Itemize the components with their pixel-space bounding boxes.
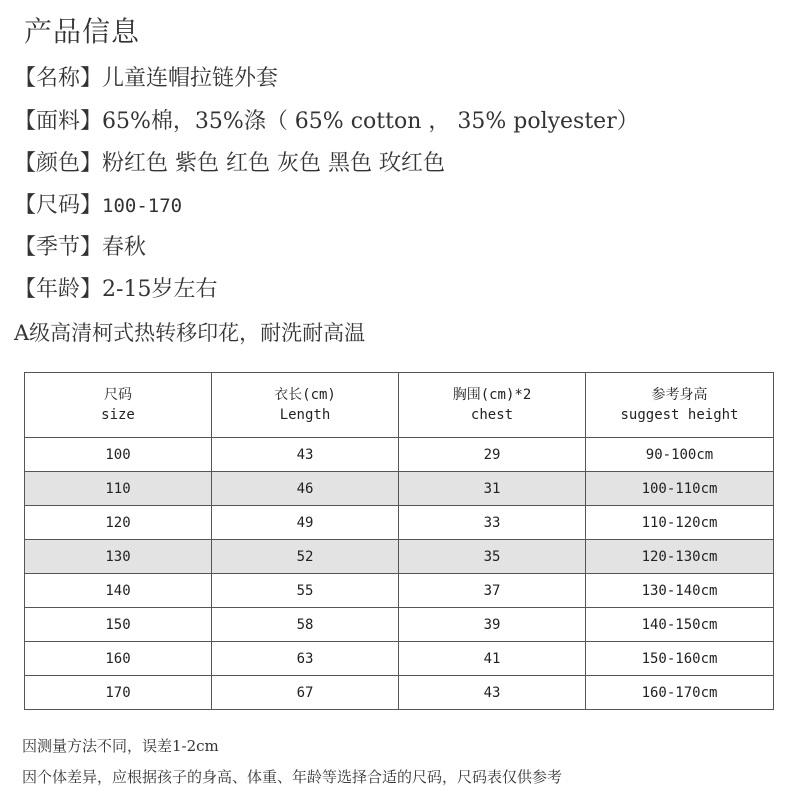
table-row [25, 574, 774, 608]
header-cn: 衣长(cm) [274, 387, 336, 403]
table-row [25, 472, 774, 506]
info-color [14, 149, 445, 179]
table-row [25, 608, 774, 642]
footnote-measurement: 因测量方法不同，误差1-2cm [22, 737, 219, 755]
cell-height: 130-140cm [586, 574, 774, 608]
header-height [586, 373, 774, 438]
cell-height: 90-100cm [586, 438, 774, 472]
cell-chest: 43 [399, 676, 586, 710]
info-value: 儿童连帽拉链外套 [102, 66, 279, 91]
header-cn: 胸围(cm)*2 [452, 387, 532, 403]
info-season [14, 233, 146, 263]
header-en: Length [279, 407, 331, 423]
table-row [25, 506, 774, 540]
info-label: 【面料】 [14, 109, 103, 134]
info-label: 【名称】 [14, 66, 103, 91]
cell-height: 160-170cm [586, 676, 774, 710]
info-label: 【颜色】 [14, 151, 103, 176]
table-row [25, 676, 774, 710]
table-header-row [25, 373, 774, 438]
header-chest [399, 373, 586, 438]
table-row [25, 438, 774, 472]
cell-height: 150-160cm [586, 642, 774, 676]
cell-chest: 37 [399, 574, 586, 608]
page-title: 产品信息 [24, 15, 141, 48]
header-length [212, 373, 399, 438]
cell-size: 160 [25, 642, 212, 676]
cell-height: 110-120cm [586, 506, 774, 540]
cell-length: 58 [212, 608, 399, 642]
cell-chest: 29 [399, 438, 586, 472]
info-age [14, 275, 217, 305]
footnote-sizing-advice: 因个体差异，应根据孩子的身高、体重、年龄等选择合适的尺码，尺码表仅供参考 [22, 768, 563, 786]
cell-length: 67 [212, 676, 399, 710]
cell-height: 120-130cm [586, 540, 774, 574]
cell-length: 63 [212, 642, 399, 676]
info-label: 【尺码】 [14, 193, 103, 218]
cell-size: 170 [25, 676, 212, 710]
table-row [25, 540, 774, 574]
info-name [14, 64, 278, 94]
info-value: 春秋 [102, 235, 147, 260]
cell-chest: 39 [399, 608, 586, 642]
cell-size: 120 [25, 506, 212, 540]
cell-size: 110 [25, 472, 212, 506]
info-value: 粉红色 紫色 红色 灰色 黑色 玫红色 [102, 151, 445, 176]
info-value: 100-170 [102, 195, 183, 217]
cell-size: 140 [25, 574, 212, 608]
cell-size: 130 [25, 540, 212, 574]
cell-length: 49 [212, 506, 399, 540]
header-en: suggest height [620, 407, 739, 423]
cell-height: 100-110cm [586, 472, 774, 506]
cell-length: 55 [212, 574, 399, 608]
info-label: 【年龄】 [14, 277, 103, 302]
info-value: 2-15岁左右 [102, 277, 218, 302]
cell-chest: 35 [399, 540, 586, 574]
info-fabric [14, 107, 639, 137]
cell-size: 100 [25, 438, 212, 472]
info-label: 【季节】 [14, 235, 103, 260]
cell-size: 150 [25, 608, 212, 642]
cell-chest: 41 [399, 642, 586, 676]
header-en: chest [470, 407, 514, 423]
info-value: 65%棉，35%涤（ 65% cotton ， 35% polyester） [102, 109, 639, 134]
header-cn: 参考身高 [651, 387, 708, 403]
header-size [25, 373, 212, 438]
cell-chest: 31 [399, 472, 586, 506]
info-size-range [14, 191, 182, 221]
table-row [25, 642, 774, 676]
header-cn: 尺码 [104, 387, 132, 403]
cell-chest: 33 [399, 506, 586, 540]
size-chart-table [24, 372, 774, 710]
cell-length: 46 [212, 472, 399, 506]
cell-length: 43 [212, 438, 399, 472]
cell-height: 140-150cm [586, 608, 774, 642]
print-note: A级高清柯式热转移印花，耐洗耐高温 [14, 321, 366, 345]
cell-length: 52 [212, 540, 399, 574]
header-en: size [101, 407, 135, 423]
